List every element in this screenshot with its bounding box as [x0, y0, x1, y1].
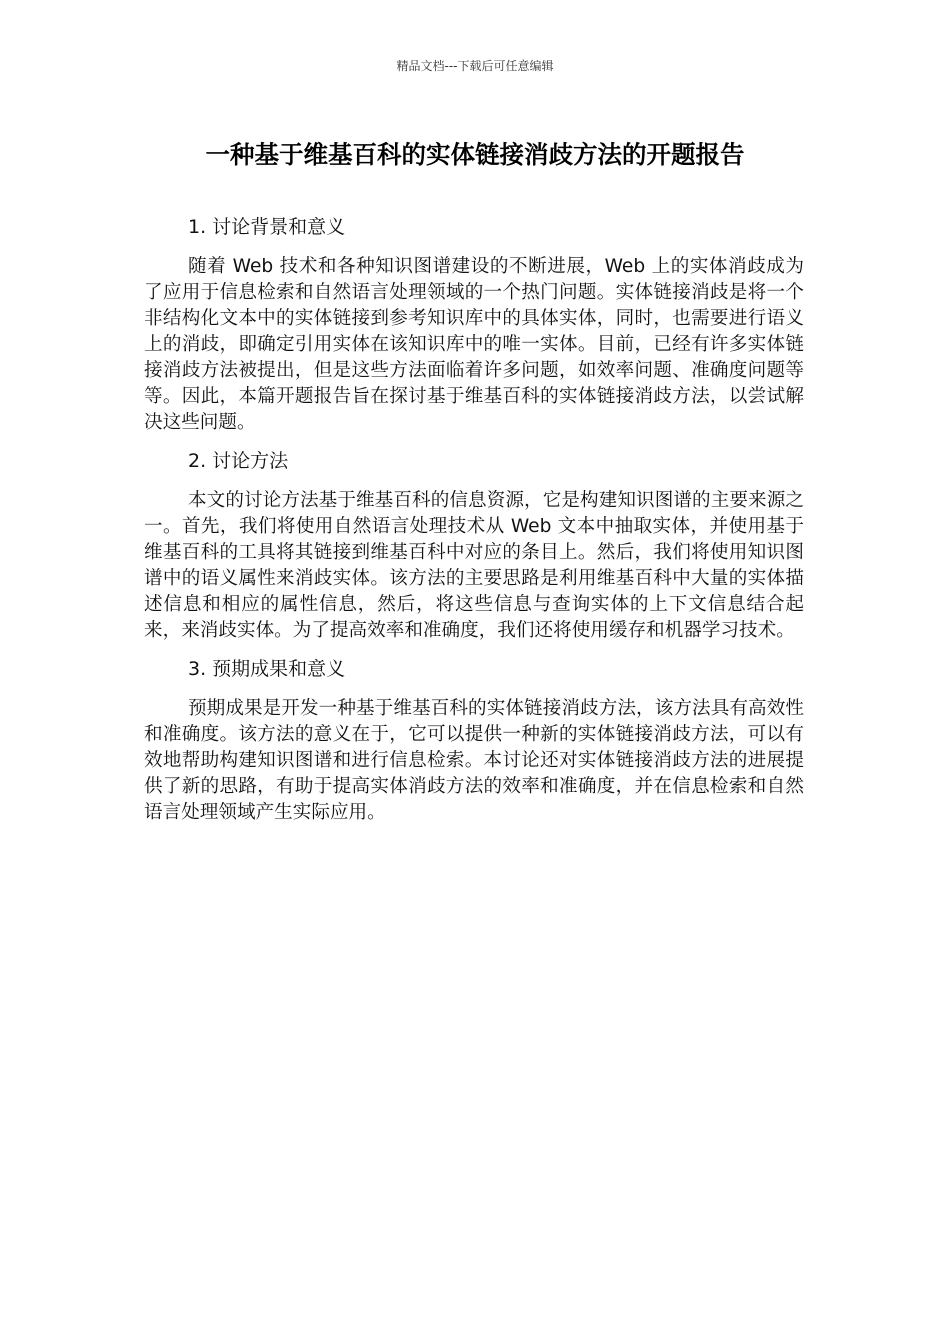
document-body	[144, 214, 804, 838]
section-paragraph: 本文的讨论方法基于维基百科的信息资源，它是构建知识图谱的主要来源之一。首先，我们将使用自然语言处理技术从 Web 文本中抽取实体，并使用基于维基百科的工具将其链接到维基百科中对应的条目上。然后，我们将使用知识图谱中的语义属性来消歧实体。该方法的主要思路是利用维基百科中大量的实体描述信息和相应的属性信息，然后，将这些信息与查询实体的上下文信息结合起来，来消歧实体。为了提高效率和准确度，我们还将使用缓存和机器学习技术。	[144, 490, 804, 641]
section-paragraph: 预期成果是开发一种基于维基百科的实体链接消歧方法，该方法具有高效性和准确度。该方法的意义在于，它可以提供一种新的实体链接消歧方法，可以有效地帮助构建知识图谱和进行信息检索。本讨论还对实体链接消歧方法的进展提供了新的思路，有助于提高实体消歧方法的效率和准确度，并在信息检索和自然语言处理领域产生实际应用。	[144, 698, 804, 823]
section-heading: 1. 讨论背景和意义	[188, 216, 346, 238]
section-heading: 3. 预期成果和意义	[188, 658, 346, 680]
section-paragraph: 随着 Web 技术和各种知识图谱建设的不断进展，Web 上的实体消歧成为了应用于信息检索和自然语言处理领域的一个热门问题。实体链接消歧是将一个非结构化文本中的实体链接到参考知识库中的具体实体，同时，也需要进行语义上的消歧，即确定引用实体在该知识库中的唯一实体。目前，已经有许多实体链接消歧方法被提出，但是这些方法面临着许多问题，如效率问题、准确度问题等等。因此，本篇开题报告旨在探讨基于维基百科的实体链接消歧方法，以尝试解决这些问题。	[144, 256, 804, 433]
section-heading: 2. 讨论方法	[188, 450, 289, 472]
document-title: 一种基于维基百科的实体链接消歧方法的开题报告	[205, 140, 745, 169]
header-note: 精品文档---下载后可任意编辑	[396, 59, 554, 73]
section-method	[144, 448, 804, 644]
section-expected-results	[144, 656, 804, 826]
section-background	[144, 214, 804, 436]
